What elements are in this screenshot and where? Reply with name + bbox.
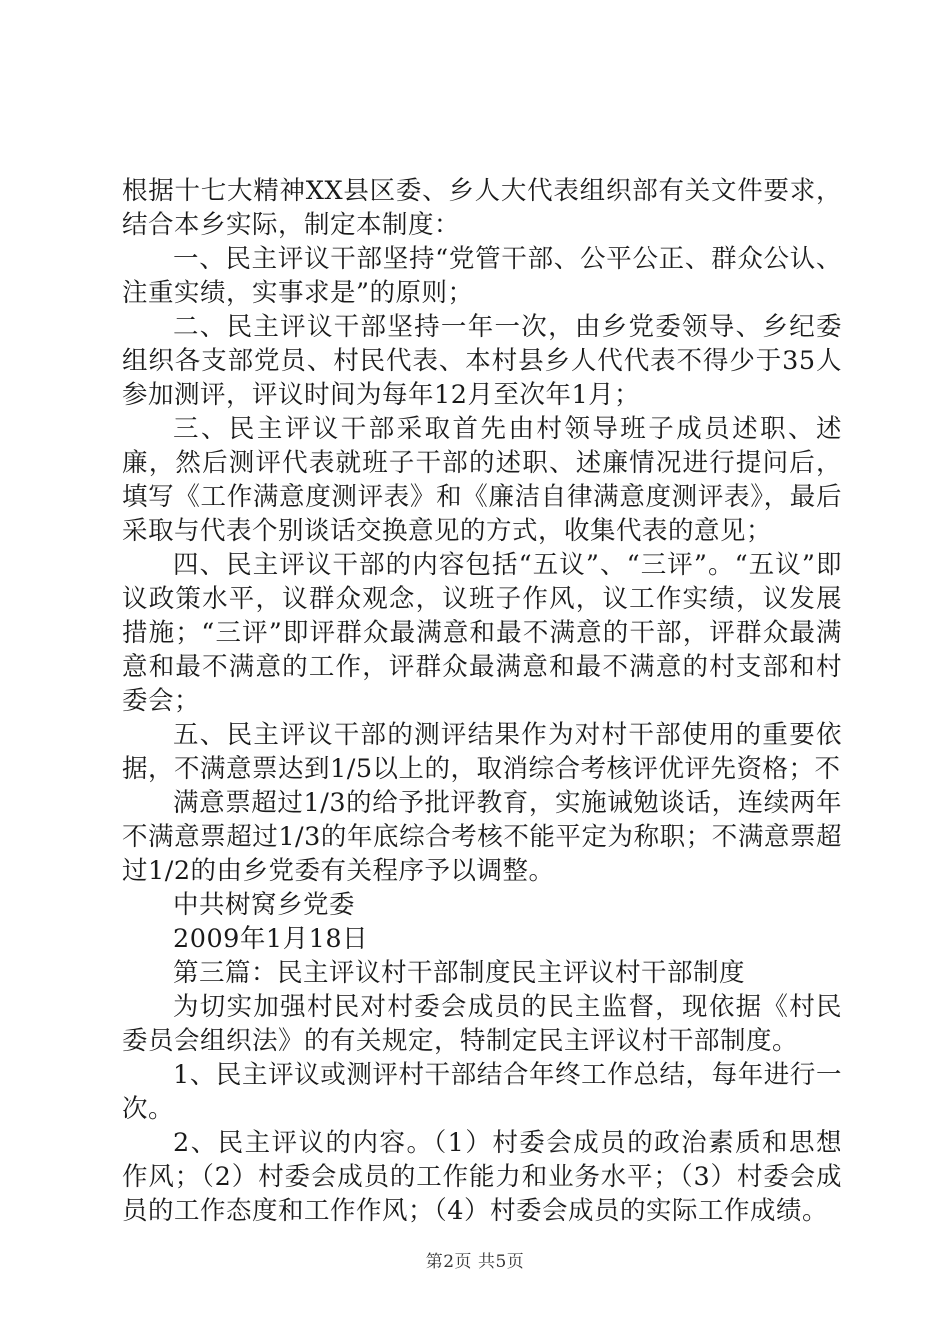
document-body [122, 174, 842, 1228]
rule-2-paragraph: 二、民主评议干部坚持一年一次，由乡党委领导、乡纪委组织各支部党员、村民代表、本村县乡人代代表不得少于35人参加测评，评议时间为每年12月至次年1月； [122, 312, 842, 410]
signature-date: 2009年1月18日 [173, 924, 369, 954]
signature-organization: 中共树窝乡党委 [173, 890, 356, 920]
section-heading: 第三篇：民主评议村干部制度民主评议村干部制度 [173, 958, 746, 988]
rule-4-paragraph: 四、民主评议干部的内容包括“五议”、“三评”。“五议”即议政策水平，议群众观念，议班子作风，议工作实绩，议发展措施；“三评”即评群众最满意和最不满意的干部，评群众最满意和最不满意的工作，评群众最满意和最不满意的村支部和村委会； [122, 550, 842, 716]
rule-5-paragraph: 五、民主评议干部的测评结果作为对村干部使用的重要依据，不满意票达到1/5以上的，取消综合考核评优评先资格；不 [122, 720, 842, 784]
intro-paragraph: 根据十七大精神XX县区委、乡人大代表组织部有关文件要求，结合本乡实际，制定本制度： [122, 176, 842, 240]
rule-5-continued-paragraph: 满意票超过1/3的给予批评教育，实施诫勉谈话，连续两年不满意票超过1/3的年底综合考核不能平定为称职；不满意票超过1/2的由乡党委有关程序予以调整。 [122, 788, 842, 886]
rule-3-paragraph: 三、民主评议干部采取首先由村领导班子成员述职、述廉，然后测评代表就班子干部的述职、述廉情况进行提问后，填写《工作满意度测评表》和《廉洁自律满意度测评表》，最后采取与代表个别谈话交换意见的方式，收集代表的意见； [122, 414, 842, 546]
page-number-footer: 第2页 共5页 [425, 1252, 525, 1272]
section-item-2: 2、民主评议的内容。（1）村委会成员的政治素质和思想作风；（2）村委会成员的工作能力和业务水平；（3）村委会成员的工作态度和工作作风；（4）村委会成员的实际工作成绩。 [122, 1128, 842, 1226]
section-item-1: 1、民主评议或测评村干部结合年终工作总结，每年进行一次。 [122, 1060, 842, 1124]
section-intro-paragraph: 为切实加强村民对村委会成员的民主监督，现依据《村民委员会组织法》的有关规定，特制定民主评议村干部制度。 [122, 992, 842, 1056]
rule-1-paragraph: 一、民主评议干部坚持“党管干部、公平公正、群众公认、注重实绩，实事求是”的原则； [122, 244, 842, 308]
